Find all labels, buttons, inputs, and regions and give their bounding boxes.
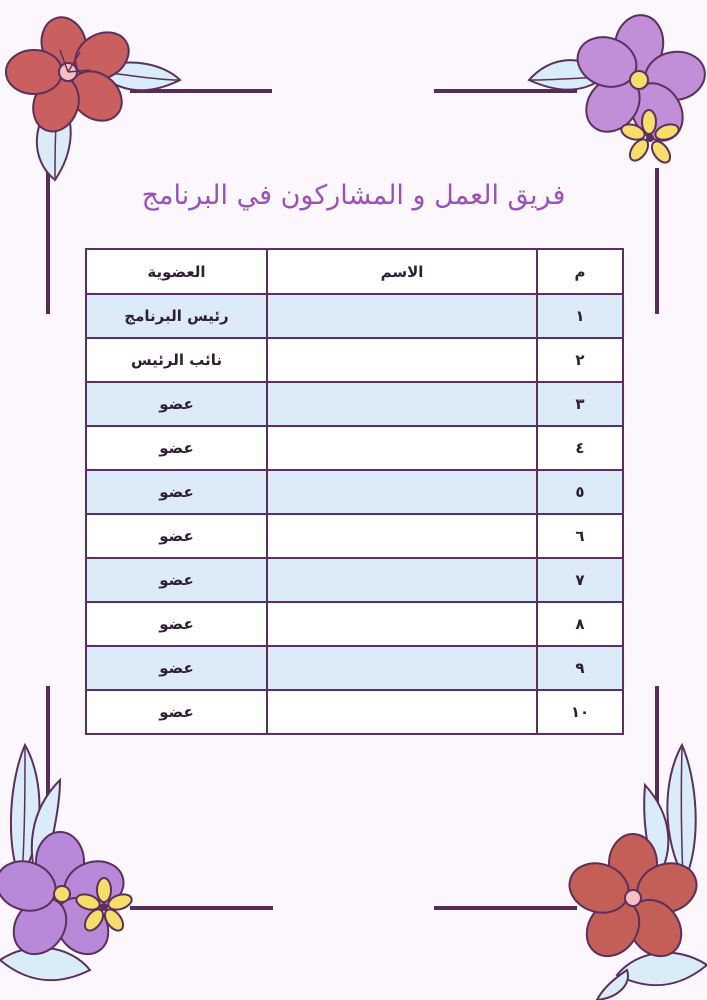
row-number: ٤ bbox=[537, 426, 623, 470]
header-number: م bbox=[537, 249, 623, 294]
name-cell[interactable] bbox=[267, 558, 537, 602]
participants-table bbox=[85, 248, 624, 735]
row-number: ١٠ bbox=[537, 690, 623, 734]
frame-bottom-right-line bbox=[434, 906, 577, 910]
table-row bbox=[86, 646, 623, 690]
table-row bbox=[86, 602, 623, 646]
row-number: ٨ bbox=[537, 602, 623, 646]
name-cell[interactable] bbox=[267, 690, 537, 734]
table-row bbox=[86, 470, 623, 514]
name-cell[interactable] bbox=[267, 382, 537, 426]
red-flower-icon bbox=[557, 740, 707, 1000]
row-number: ٣ bbox=[537, 382, 623, 426]
row-number: ٢ bbox=[537, 338, 623, 382]
frame-bottom-left-line bbox=[130, 906, 273, 910]
name-cell[interactable] bbox=[267, 294, 537, 338]
name-cell[interactable] bbox=[267, 338, 537, 382]
header-membership: العضوية bbox=[86, 249, 267, 294]
purple-flower-icon bbox=[0, 740, 150, 1000]
membership-cell: عضو bbox=[86, 382, 267, 426]
table-row bbox=[86, 338, 623, 382]
row-number: ٦ bbox=[537, 514, 623, 558]
table-row bbox=[86, 426, 623, 470]
row-number: ٩ bbox=[537, 646, 623, 690]
name-cell[interactable] bbox=[267, 646, 537, 690]
row-number: ١ bbox=[537, 294, 623, 338]
name-cell[interactable] bbox=[267, 602, 537, 646]
membership-cell: عضو bbox=[86, 690, 267, 734]
membership-cell: رئيس البرنامج bbox=[86, 294, 267, 338]
membership-cell: عضو bbox=[86, 514, 267, 558]
purple-flower-icon bbox=[517, 0, 707, 190]
table-header-row bbox=[86, 249, 623, 294]
table-row bbox=[86, 690, 623, 734]
row-number: ٧ bbox=[537, 558, 623, 602]
membership-cell: عضو bbox=[86, 646, 267, 690]
header-name: الاسم bbox=[267, 249, 537, 294]
row-number: ٥ bbox=[537, 470, 623, 514]
table-row bbox=[86, 514, 623, 558]
table-row bbox=[86, 558, 623, 602]
membership-cell: عضو bbox=[86, 602, 267, 646]
membership-cell: عضو bbox=[86, 558, 267, 602]
name-cell[interactable] bbox=[267, 426, 537, 470]
membership-cell: نائب الرئيس bbox=[86, 338, 267, 382]
page-title: فريق العمل و المشاركون في البرنامج bbox=[141, 180, 566, 211]
name-cell[interactable] bbox=[267, 470, 537, 514]
table-row bbox=[86, 294, 623, 338]
table-row bbox=[86, 382, 623, 426]
name-cell[interactable] bbox=[267, 514, 537, 558]
membership-cell: عضو bbox=[86, 426, 267, 470]
red-flower-icon bbox=[0, 0, 190, 190]
membership-cell: عضو bbox=[86, 470, 267, 514]
